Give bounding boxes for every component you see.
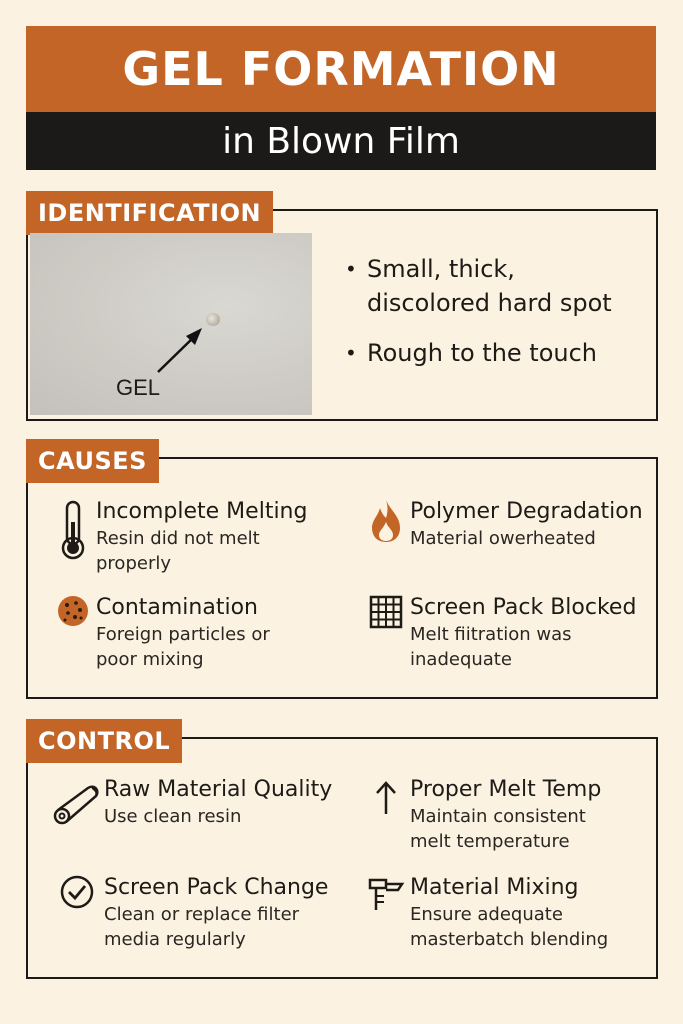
control-desc: Clean or replace filter media regularly: [104, 904, 300, 950]
control-title: Proper Melt Temp: [410, 777, 602, 802]
cause-title: Contamination: [96, 595, 258, 620]
control-desc: Use clean resin: [104, 806, 242, 827]
gel-arrow-icon: [150, 322, 220, 382]
control-title: Material Mixing: [410, 875, 579, 900]
control-desc: Maintain consistent melt temperature: [410, 806, 586, 852]
screen-grid-icon: [368, 594, 404, 630]
control-heading: CONTROL: [26, 719, 182, 763]
control-raw-material-quality: [50, 776, 360, 829]
cause-title: Screen Pack Blocked: [410, 595, 637, 620]
subtitle: in Blown Film: [26, 112, 656, 170]
cause-contamination: [50, 594, 350, 672]
control-desc: Ensure adequate masterbatch blending: [410, 904, 609, 950]
control-screen-pack-change: [50, 874, 360, 952]
checkmark-circle-icon: [59, 874, 95, 910]
control-proper-melt-temp: [362, 776, 652, 854]
identification-bullets: [345, 252, 645, 386]
cause-incomplete-melting: [50, 498, 350, 576]
thermometer-icon: [56, 498, 90, 562]
cause-desc: Melt fiitration was inadequate: [410, 624, 572, 670]
cause-title: Polymer Degradation: [410, 499, 643, 524]
identification-heading: IDENTIFICATION: [26, 191, 273, 235]
film-roll-icon: [52, 782, 102, 826]
list-item: • Rough to the touch: [345, 339, 598, 367]
gel-label: GEL: [116, 375, 161, 400]
flame-icon: [368, 498, 404, 544]
control-title: Raw Material Quality: [104, 777, 333, 802]
cause-desc: Material owerheated: [410, 528, 596, 549]
list-item: • Small, thick, discolored hard spot: [345, 255, 612, 317]
cause-screen-pack-blocked: [362, 594, 652, 672]
causes-heading: CAUSES: [26, 439, 159, 483]
contamination-icon: [56, 594, 90, 628]
cause-desc: Resin did not melt properly: [96, 528, 260, 574]
cause-desc: Foreign particles or poor mixing: [96, 624, 270, 670]
control-material-mixing: [362, 874, 652, 952]
mixer-icon: [366, 874, 406, 914]
cause-polymer-degradation: [362, 498, 652, 551]
main-title: GEL FORMATION: [26, 26, 656, 112]
arrow-up-icon: [371, 776, 401, 816]
cause-title: Incomplete Melting: [96, 499, 308, 524]
control-title: Screen Pack Change: [104, 875, 329, 900]
